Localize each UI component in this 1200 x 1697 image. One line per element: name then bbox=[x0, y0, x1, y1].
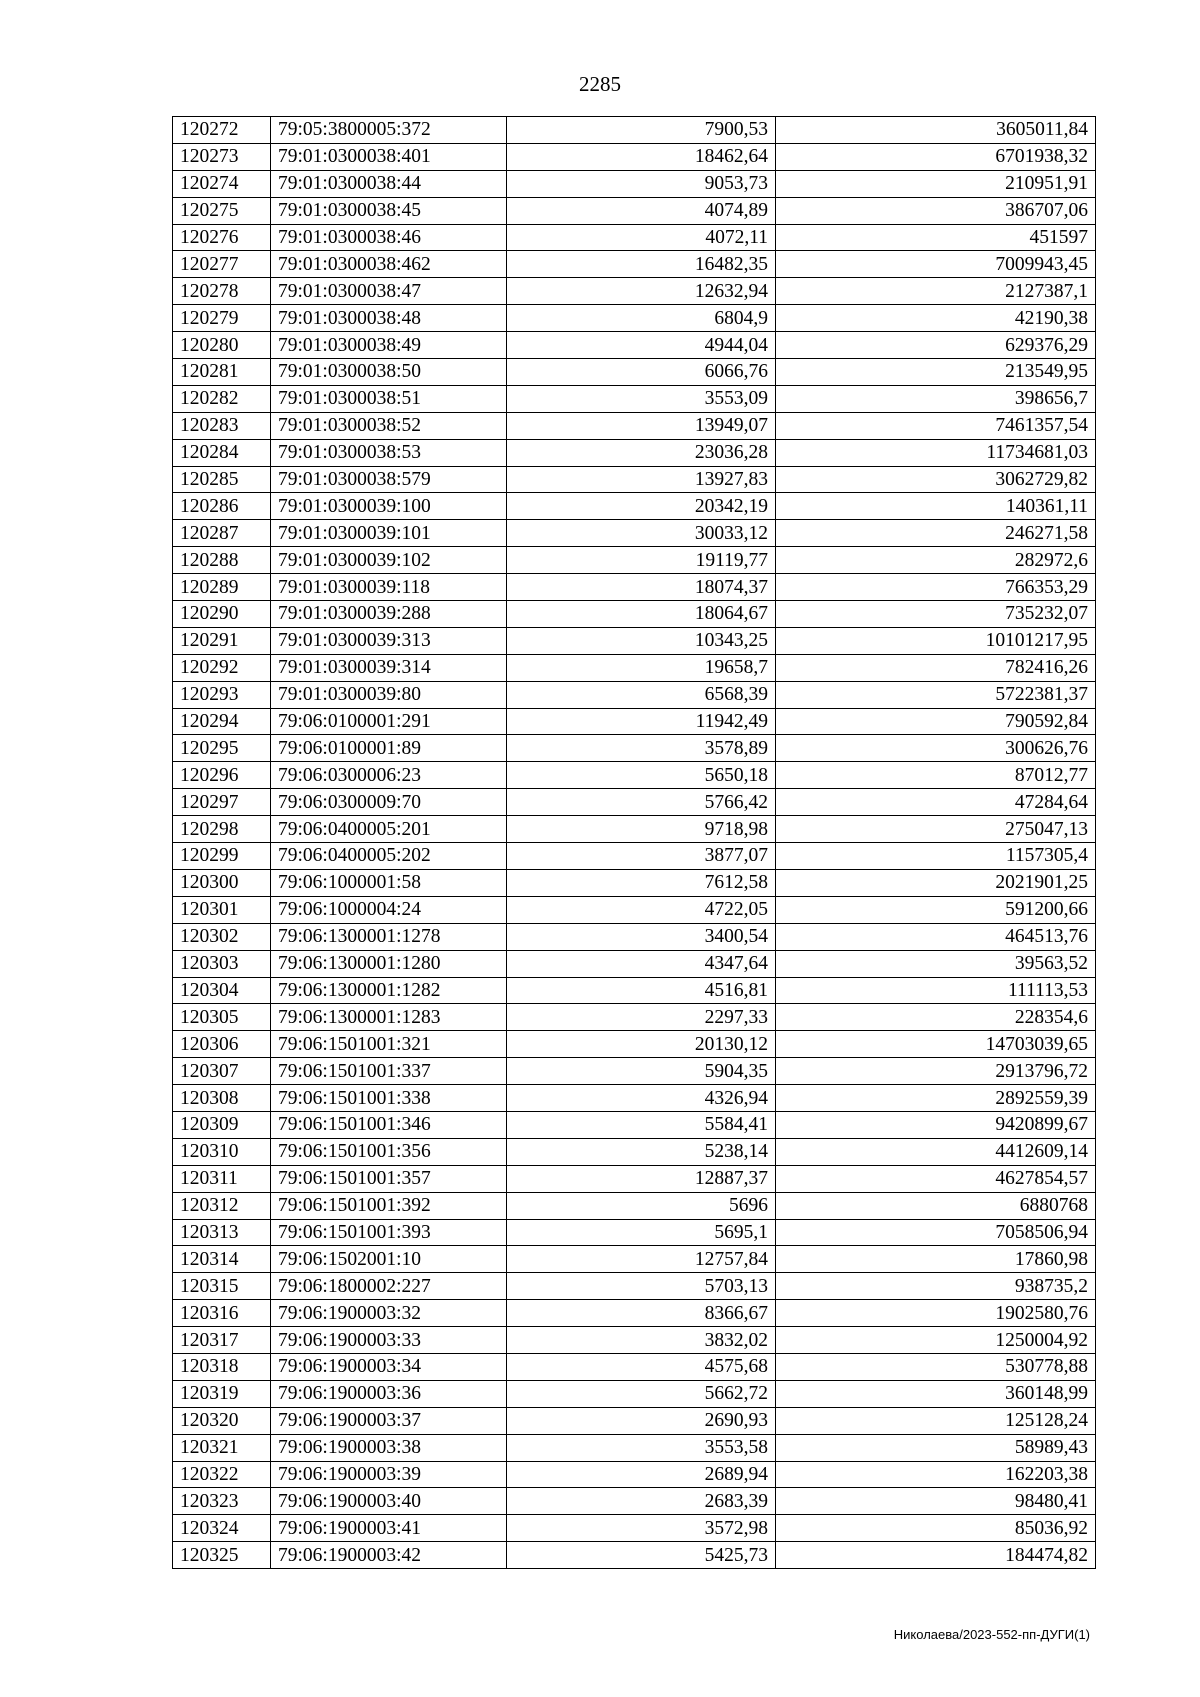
table-row bbox=[173, 520, 1096, 547]
row-number-cell: 120315 bbox=[173, 1273, 271, 1300]
area-cell: 20342,19 bbox=[507, 493, 776, 520]
area-cell: 5425,73 bbox=[507, 1542, 776, 1569]
table-row bbox=[173, 977, 1096, 1004]
area-cell: 4072,11 bbox=[507, 224, 776, 251]
cadastral-number-cell: 79:06:1502001:10 bbox=[271, 1246, 507, 1273]
table-row bbox=[173, 439, 1096, 466]
table-row bbox=[173, 1434, 1096, 1461]
value-cell: 210951,91 bbox=[776, 170, 1096, 197]
cadastral-number-cell: 79:06:1300001:1278 bbox=[271, 923, 507, 950]
row-number-cell: 120293 bbox=[173, 681, 271, 708]
table-row bbox=[173, 816, 1096, 843]
table-row bbox=[173, 1138, 1096, 1165]
cadastral-number-cell: 79:01:0300038:45 bbox=[271, 197, 507, 224]
table-row bbox=[173, 1353, 1096, 1380]
value-cell: 42190,38 bbox=[776, 305, 1096, 332]
area-cell: 3578,89 bbox=[507, 735, 776, 762]
row-number-cell: 120286 bbox=[173, 493, 271, 520]
row-number-cell: 120278 bbox=[173, 278, 271, 305]
table-row bbox=[173, 117, 1096, 144]
cadastral-number-cell: 79:06:1900003:36 bbox=[271, 1380, 507, 1407]
table-row bbox=[173, 574, 1096, 601]
value-cell: 530778,88 bbox=[776, 1353, 1096, 1380]
value-cell: 360148,99 bbox=[776, 1380, 1096, 1407]
cadastral-number-cell: 79:01:0300039:118 bbox=[271, 574, 507, 601]
row-number-cell: 120321 bbox=[173, 1434, 271, 1461]
row-number-cell: 120288 bbox=[173, 547, 271, 574]
area-cell: 5696 bbox=[507, 1192, 776, 1219]
area-cell: 3832,02 bbox=[507, 1327, 776, 1354]
cadastral-number-cell: 79:01:0300038:49 bbox=[271, 332, 507, 359]
cadastral-number-cell: 79:06:1900003:32 bbox=[271, 1300, 507, 1327]
table-row bbox=[173, 843, 1096, 870]
value-cell: 451597 bbox=[776, 224, 1096, 251]
row-number-cell: 120299 bbox=[173, 843, 271, 870]
table-row bbox=[173, 681, 1096, 708]
value-cell: 162203,38 bbox=[776, 1461, 1096, 1488]
table-row bbox=[173, 1031, 1096, 1058]
value-cell: 1902580,76 bbox=[776, 1300, 1096, 1327]
cadastral-number-cell: 79:06:1501001:356 bbox=[271, 1138, 507, 1165]
cadastral-number-cell: 79:06:1900003:38 bbox=[271, 1434, 507, 1461]
area-cell: 2297,33 bbox=[507, 1004, 776, 1031]
value-cell: 782416,26 bbox=[776, 654, 1096, 681]
table-row bbox=[173, 654, 1096, 681]
row-number-cell: 120306 bbox=[173, 1031, 271, 1058]
value-cell: 3605011,84 bbox=[776, 117, 1096, 144]
table-row bbox=[173, 1085, 1096, 1112]
row-number-cell: 120294 bbox=[173, 708, 271, 735]
table-row bbox=[173, 278, 1096, 305]
cadastral-number-cell: 79:01:0300038:44 bbox=[271, 170, 507, 197]
table-row bbox=[173, 170, 1096, 197]
cadastral-number-cell: 79:06:1900003:39 bbox=[271, 1461, 507, 1488]
value-cell: 125128,24 bbox=[776, 1407, 1096, 1434]
value-cell: 735232,07 bbox=[776, 601, 1096, 628]
cadastral-number-cell: 79:01:0300038:47 bbox=[271, 278, 507, 305]
area-cell: 20130,12 bbox=[507, 1031, 776, 1058]
value-cell: 6880768 bbox=[776, 1192, 1096, 1219]
area-cell: 13927,83 bbox=[507, 466, 776, 493]
cadastral-number-cell: 79:01:0300039:288 bbox=[271, 601, 507, 628]
value-cell: 7058506,94 bbox=[776, 1219, 1096, 1246]
document-footer: Николаева/2023-552-пп-ДУГИ(1) bbox=[893, 1627, 1090, 1642]
value-cell: 246271,58 bbox=[776, 520, 1096, 547]
cadastral-number-cell: 79:01:0300038:462 bbox=[271, 251, 507, 278]
value-cell: 228354,6 bbox=[776, 1004, 1096, 1031]
row-number-cell: 120291 bbox=[173, 627, 271, 654]
row-number-cell: 120307 bbox=[173, 1058, 271, 1085]
cadastral-number-cell: 79:06:0400005:202 bbox=[271, 843, 507, 870]
cadastral-number-cell: 79:06:1501001:337 bbox=[271, 1058, 507, 1085]
table-row bbox=[173, 412, 1096, 439]
row-number-cell: 120302 bbox=[173, 923, 271, 950]
table-row bbox=[173, 1380, 1096, 1407]
cadastral-number-cell: 79:01:0300038:50 bbox=[271, 359, 507, 386]
row-number-cell: 120284 bbox=[173, 439, 271, 466]
area-cell: 4516,81 bbox=[507, 977, 776, 1004]
table-row bbox=[173, 251, 1096, 278]
cadastral-number-cell: 79:06:0400005:201 bbox=[271, 816, 507, 843]
table-row bbox=[173, 332, 1096, 359]
cadastral-number-cell: 79:06:1900003:34 bbox=[271, 1353, 507, 1380]
table-body bbox=[173, 117, 1096, 1569]
value-cell: 766353,29 bbox=[776, 574, 1096, 601]
row-number-cell: 120282 bbox=[173, 385, 271, 412]
cadastral-number-cell: 79:06:0100001:291 bbox=[271, 708, 507, 735]
table-row bbox=[173, 1515, 1096, 1542]
cadastral-number-cell: 79:06:1300001:1280 bbox=[271, 950, 507, 977]
area-cell: 7612,58 bbox=[507, 869, 776, 896]
cadastral-number-cell: 79:06:1800002:227 bbox=[271, 1273, 507, 1300]
area-cell: 16482,35 bbox=[507, 251, 776, 278]
row-number-cell: 120280 bbox=[173, 332, 271, 359]
area-cell: 12632,94 bbox=[507, 278, 776, 305]
row-number-cell: 120281 bbox=[173, 359, 271, 386]
cadastral-number-cell: 79:06:1900003:37 bbox=[271, 1407, 507, 1434]
table-row bbox=[173, 1111, 1096, 1138]
table-row bbox=[173, 359, 1096, 386]
table-row bbox=[173, 762, 1096, 789]
value-cell: 386707,06 bbox=[776, 197, 1096, 224]
row-number-cell: 120316 bbox=[173, 1300, 271, 1327]
row-number-cell: 120296 bbox=[173, 762, 271, 789]
cadastral-number-cell: 79:06:0100001:89 bbox=[271, 735, 507, 762]
table-row bbox=[173, 923, 1096, 950]
area-cell: 4575,68 bbox=[507, 1353, 776, 1380]
row-number-cell: 120279 bbox=[173, 305, 271, 332]
row-number-cell: 120322 bbox=[173, 1461, 271, 1488]
table-row bbox=[173, 1004, 1096, 1031]
table-row bbox=[173, 601, 1096, 628]
area-cell: 2690,93 bbox=[507, 1407, 776, 1434]
area-cell: 9718,98 bbox=[507, 816, 776, 843]
area-cell: 3572,98 bbox=[507, 1515, 776, 1542]
table-row bbox=[173, 869, 1096, 896]
cadastral-number-cell: 79:05:3800005:372 bbox=[271, 117, 507, 144]
page-number: 2285 bbox=[579, 72, 621, 96]
value-cell: 2021901,25 bbox=[776, 869, 1096, 896]
value-cell: 184474,82 bbox=[776, 1542, 1096, 1569]
row-number-cell: 120297 bbox=[173, 789, 271, 816]
row-number-cell: 120312 bbox=[173, 1192, 271, 1219]
row-number-cell: 120272 bbox=[173, 117, 271, 144]
table-row bbox=[173, 950, 1096, 977]
area-cell: 2689,94 bbox=[507, 1461, 776, 1488]
table-row bbox=[173, 789, 1096, 816]
row-number-cell: 120310 bbox=[173, 1138, 271, 1165]
value-cell: 3062729,82 bbox=[776, 466, 1096, 493]
area-cell: 5766,42 bbox=[507, 789, 776, 816]
cadastral-number-cell: 79:06:1900003:41 bbox=[271, 1515, 507, 1542]
cadastral-number-cell: 79:06:1501001:346 bbox=[271, 1111, 507, 1138]
area-cell: 11942,49 bbox=[507, 708, 776, 735]
table-row bbox=[173, 735, 1096, 762]
cadastral-number-cell: 79:06:1900003:33 bbox=[271, 1327, 507, 1354]
table-row bbox=[173, 493, 1096, 520]
table-row bbox=[173, 385, 1096, 412]
cadastral-number-cell: 79:06:1300001:1282 bbox=[271, 977, 507, 1004]
row-number-cell: 120319 bbox=[173, 1380, 271, 1407]
area-cell: 9053,73 bbox=[507, 170, 776, 197]
area-cell: 3877,07 bbox=[507, 843, 776, 870]
cadastral-number-cell: 79:01:0300039:314 bbox=[271, 654, 507, 681]
value-cell: 282972,6 bbox=[776, 547, 1096, 574]
value-cell: 4412609,14 bbox=[776, 1138, 1096, 1165]
value-cell: 938735,2 bbox=[776, 1273, 1096, 1300]
table-row bbox=[173, 708, 1096, 735]
value-cell: 47284,64 bbox=[776, 789, 1096, 816]
row-number-cell: 120303 bbox=[173, 950, 271, 977]
row-number-cell: 120301 bbox=[173, 896, 271, 923]
row-number-cell: 120273 bbox=[173, 143, 271, 170]
table-row bbox=[173, 305, 1096, 332]
cadastral-number-cell: 79:01:0300039:313 bbox=[271, 627, 507, 654]
value-cell: 4627854,57 bbox=[776, 1165, 1096, 1192]
value-cell: 213549,95 bbox=[776, 359, 1096, 386]
value-cell: 85036,92 bbox=[776, 1515, 1096, 1542]
area-cell: 7900,53 bbox=[507, 117, 776, 144]
row-number-cell: 120305 bbox=[173, 1004, 271, 1031]
value-cell: 591200,66 bbox=[776, 896, 1096, 923]
value-cell: 10101217,95 bbox=[776, 627, 1096, 654]
area-cell: 19119,77 bbox=[507, 547, 776, 574]
table-row bbox=[173, 1542, 1096, 1569]
area-cell: 3553,58 bbox=[507, 1434, 776, 1461]
row-number-cell: 120276 bbox=[173, 224, 271, 251]
row-number-cell: 120274 bbox=[173, 170, 271, 197]
area-cell: 5703,13 bbox=[507, 1273, 776, 1300]
area-cell: 19658,7 bbox=[507, 654, 776, 681]
table-row bbox=[173, 1300, 1096, 1327]
row-number-cell: 120317 bbox=[173, 1327, 271, 1354]
cadastral-number-cell: 79:06:1000001:58 bbox=[271, 869, 507, 896]
area-cell: 3400,54 bbox=[507, 923, 776, 950]
table-row bbox=[173, 547, 1096, 574]
cadastral-number-cell: 79:06:1000004:24 bbox=[271, 896, 507, 923]
row-number-cell: 120300 bbox=[173, 869, 271, 896]
table-row bbox=[173, 1461, 1096, 1488]
row-number-cell: 120308 bbox=[173, 1085, 271, 1112]
row-number-cell: 120275 bbox=[173, 197, 271, 224]
area-cell: 4074,89 bbox=[507, 197, 776, 224]
value-cell: 2127387,1 bbox=[776, 278, 1096, 305]
cadastral-number-cell: 79:01:0300038:53 bbox=[271, 439, 507, 466]
row-number-cell: 120309 bbox=[173, 1111, 271, 1138]
value-cell: 111113,53 bbox=[776, 977, 1096, 1004]
row-number-cell: 120292 bbox=[173, 654, 271, 681]
cadastral-number-cell: 79:01:0300039:80 bbox=[271, 681, 507, 708]
table-row bbox=[173, 1246, 1096, 1273]
value-cell: 7461357,54 bbox=[776, 412, 1096, 439]
cadastral-number-cell: 79:01:0300038:46 bbox=[271, 224, 507, 251]
table-row bbox=[173, 1058, 1096, 1085]
area-cell: 4944,04 bbox=[507, 332, 776, 359]
value-cell: 398656,7 bbox=[776, 385, 1096, 412]
row-number-cell: 120323 bbox=[173, 1488, 271, 1515]
value-cell: 2913796,72 bbox=[776, 1058, 1096, 1085]
value-cell: 140361,11 bbox=[776, 493, 1096, 520]
table-row bbox=[173, 1327, 1096, 1354]
value-cell: 7009943,45 bbox=[776, 251, 1096, 278]
area-cell: 4347,64 bbox=[507, 950, 776, 977]
area-cell: 5695,1 bbox=[507, 1219, 776, 1246]
table-row bbox=[173, 896, 1096, 923]
cadastral-number-cell: 79:06:1501001:392 bbox=[271, 1192, 507, 1219]
area-cell: 18074,37 bbox=[507, 574, 776, 601]
value-cell: 9420899,67 bbox=[776, 1111, 1096, 1138]
table-row bbox=[173, 197, 1096, 224]
row-number-cell: 120325 bbox=[173, 1542, 271, 1569]
value-cell: 275047,13 bbox=[776, 816, 1096, 843]
row-number-cell: 120314 bbox=[173, 1246, 271, 1273]
value-cell: 1250004,92 bbox=[776, 1327, 1096, 1354]
cadastral-number-cell: 79:06:1501001:357 bbox=[271, 1165, 507, 1192]
area-cell: 2683,39 bbox=[507, 1488, 776, 1515]
value-cell: 629376,29 bbox=[776, 332, 1096, 359]
value-cell: 1157305,4 bbox=[776, 843, 1096, 870]
area-cell: 12887,37 bbox=[507, 1165, 776, 1192]
area-cell: 5238,14 bbox=[507, 1138, 776, 1165]
table-row bbox=[173, 1192, 1096, 1219]
row-number-cell: 120304 bbox=[173, 977, 271, 1004]
area-cell: 4326,94 bbox=[507, 1085, 776, 1112]
row-number-cell: 120311 bbox=[173, 1165, 271, 1192]
area-cell: 6066,76 bbox=[507, 359, 776, 386]
cadastral-number-cell: 79:01:0300038:48 bbox=[271, 305, 507, 332]
row-number-cell: 120277 bbox=[173, 251, 271, 278]
row-number-cell: 120283 bbox=[173, 412, 271, 439]
value-cell: 6701938,32 bbox=[776, 143, 1096, 170]
table-row bbox=[173, 627, 1096, 654]
cadastral-number-cell: 79:06:1900003:40 bbox=[271, 1488, 507, 1515]
row-number-cell: 120290 bbox=[173, 601, 271, 628]
cadastral-number-cell: 79:01:0300038:51 bbox=[271, 385, 507, 412]
area-cell: 3553,09 bbox=[507, 385, 776, 412]
value-cell: 98480,41 bbox=[776, 1488, 1096, 1515]
area-cell: 10343,25 bbox=[507, 627, 776, 654]
cadastral-number-cell: 79:06:1900003:42 bbox=[271, 1542, 507, 1569]
cadastral-number-cell: 79:01:0300039:102 bbox=[271, 547, 507, 574]
cadastral-number-cell: 79:01:0300038:52 bbox=[271, 412, 507, 439]
row-number-cell: 120324 bbox=[173, 1515, 271, 1542]
value-cell: 39563,52 bbox=[776, 950, 1096, 977]
area-cell: 23036,28 bbox=[507, 439, 776, 466]
value-cell: 300626,76 bbox=[776, 735, 1096, 762]
cadastral-number-cell: 79:01:0300039:100 bbox=[271, 493, 507, 520]
table-row bbox=[173, 1407, 1096, 1434]
area-cell: 18064,67 bbox=[507, 601, 776, 628]
table-row bbox=[173, 1219, 1096, 1246]
area-cell: 5650,18 bbox=[507, 762, 776, 789]
table-row bbox=[173, 1165, 1096, 1192]
area-cell: 8366,67 bbox=[507, 1300, 776, 1327]
row-number-cell: 120313 bbox=[173, 1219, 271, 1246]
cadastral-number-cell: 79:06:0300006:23 bbox=[271, 762, 507, 789]
area-cell: 4722,05 bbox=[507, 896, 776, 923]
row-number-cell: 120320 bbox=[173, 1407, 271, 1434]
table-row bbox=[173, 466, 1096, 493]
area-cell: 5584,41 bbox=[507, 1111, 776, 1138]
area-cell: 12757,84 bbox=[507, 1246, 776, 1273]
registry-table bbox=[172, 116, 1096, 1569]
value-cell: 14703039,65 bbox=[776, 1031, 1096, 1058]
value-cell: 87012,77 bbox=[776, 762, 1096, 789]
row-number-cell: 120295 bbox=[173, 735, 271, 762]
value-cell: 2892559,39 bbox=[776, 1085, 1096, 1112]
area-cell: 5662,72 bbox=[507, 1380, 776, 1407]
value-cell: 790592,84 bbox=[776, 708, 1096, 735]
area-cell: 6568,39 bbox=[507, 681, 776, 708]
area-cell: 6804,9 bbox=[507, 305, 776, 332]
table-row bbox=[173, 143, 1096, 170]
value-cell: 5722381,37 bbox=[776, 681, 1096, 708]
row-number-cell: 120298 bbox=[173, 816, 271, 843]
value-cell: 11734681,03 bbox=[776, 439, 1096, 466]
row-number-cell: 120318 bbox=[173, 1353, 271, 1380]
value-cell: 17860,98 bbox=[776, 1246, 1096, 1273]
table-row bbox=[173, 1488, 1096, 1515]
row-number-cell: 120285 bbox=[173, 466, 271, 493]
cadastral-number-cell: 79:01:0300038:579 bbox=[271, 466, 507, 493]
cadastral-number-cell: 79:01:0300038:401 bbox=[271, 143, 507, 170]
area-cell: 18462,64 bbox=[507, 143, 776, 170]
table-row bbox=[173, 224, 1096, 251]
cadastral-number-cell: 79:06:1501001:338 bbox=[271, 1085, 507, 1112]
cadastral-number-cell: 79:06:1501001:393 bbox=[271, 1219, 507, 1246]
row-number-cell: 120287 bbox=[173, 520, 271, 547]
cadastral-number-cell: 79:06:1300001:1283 bbox=[271, 1004, 507, 1031]
value-cell: 58989,43 bbox=[776, 1434, 1096, 1461]
area-cell: 13949,07 bbox=[507, 412, 776, 439]
value-cell: 464513,76 bbox=[776, 923, 1096, 950]
area-cell: 30033,12 bbox=[507, 520, 776, 547]
table-row bbox=[173, 1273, 1096, 1300]
row-number-cell: 120289 bbox=[173, 574, 271, 601]
area-cell: 5904,35 bbox=[507, 1058, 776, 1085]
cadastral-number-cell: 79:06:1501001:321 bbox=[271, 1031, 507, 1058]
cadastral-number-cell: 79:01:0300039:101 bbox=[271, 520, 507, 547]
cadastral-number-cell: 79:06:0300009:70 bbox=[271, 789, 507, 816]
